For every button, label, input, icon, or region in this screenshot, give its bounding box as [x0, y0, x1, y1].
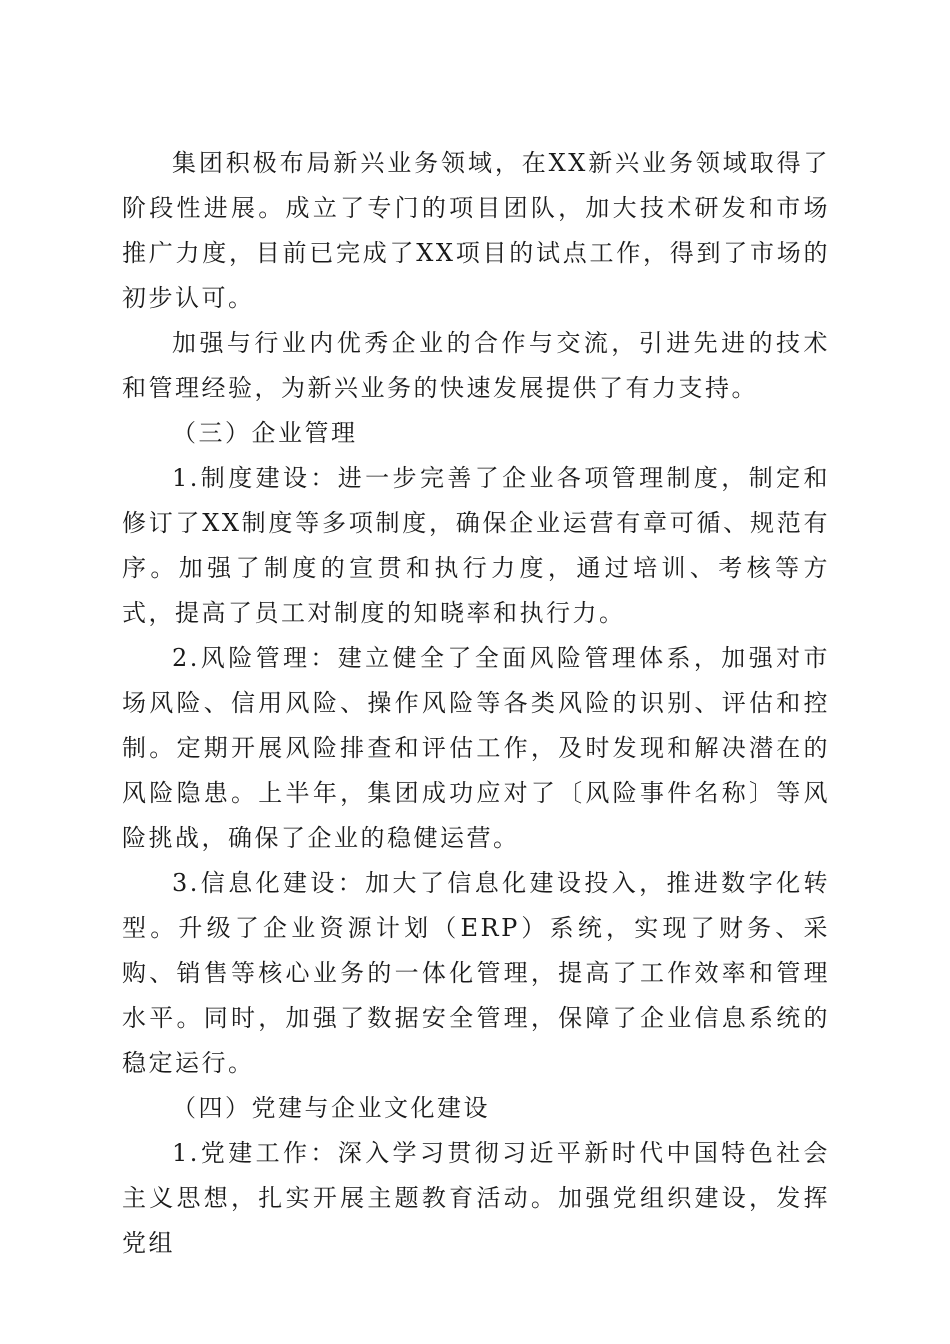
paragraph-system-building: 1.制度建设：进一步完善了企业各项管理制度，制定和修订了XX制度等多项制度，确保企业运营有章可循、规范有序。加强了制度的宣贯和执行力度，通过培训、考核等方式，提高了员工对制度的知晓率和执行力。	[122, 464, 830, 627]
section-heading-enterprise-management: （三）企业管理	[172, 419, 358, 447]
document-body	[122, 141, 830, 1266]
paragraph-new-business: 集团积极布局新兴业务领域，在XX新兴业务领域取得了阶段性进展。成立了专门的项目团队，加大技术研发和市场推广力度，目前已完成了XX项目的试点工作，得到了市场的初步认可。	[122, 149, 830, 312]
paragraph-informatization: 3.信息化建设：加大了信息化建设投入，推进数字化转型。升级了企业资源计划（ERP）系统，实现了财务、采购、销售等核心业务的一体化管理，提高了工作效率和管理水平。同时，加强了数据安全管理，保障了企业信息系统的稳定运行。	[122, 869, 830, 1077]
paragraph-risk-management: 2.风险管理：建立健全了全面风险管理体系，加强对市场风险、信用风险、操作风险等各类风险的识别、评估和控制。定期开展风险排查和评估工作，及时发现和解决潜在的风险隐患。上半年，集团成功应对了〔风险事件名称〕等风险挑战，确保了企业的稳健运营。	[122, 644, 830, 852]
section-heading-party-building: （四）党建与企业文化建设	[172, 1094, 490, 1122]
paragraph-party-work: 1.党建工作：深入学习贯彻习近平新时代中国特色社会主义思想，扎实开展主题教育活动。加强党组织建设，发挥党组	[122, 1139, 830, 1257]
paragraph-cooperation: 加强与行业内优秀企业的合作与交流，引进先进的技术和管理经验，为新兴业务的快速发展提供了有力支持。	[122, 329, 830, 402]
